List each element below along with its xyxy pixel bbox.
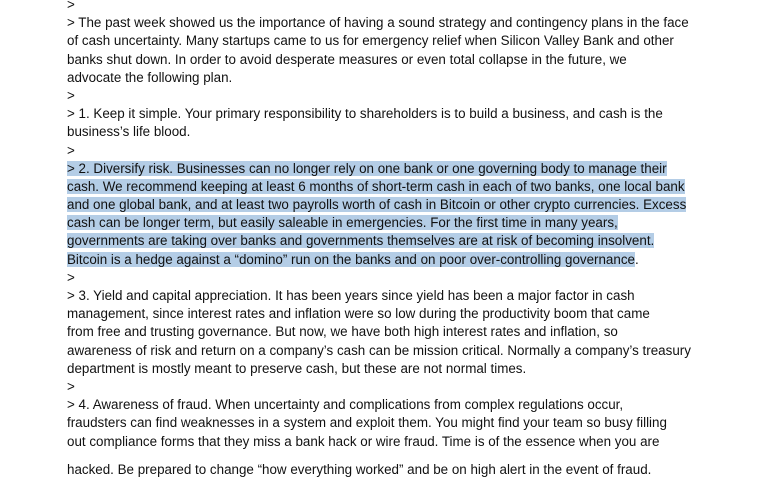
text-line[interactable] bbox=[67, 0, 757, 14]
line-text[interactable]: awareness of risk and return on a company’s cash can be mission critical. Normally a company’s treasury bbox=[67, 342, 691, 358]
text-line[interactable] bbox=[67, 414, 757, 432]
text-line[interactable] bbox=[67, 269, 757, 287]
line-text[interactable]: > bbox=[67, 269, 75, 285]
line-text[interactable]: > bbox=[67, 87, 75, 103]
unselected-period[interactable]: . bbox=[634, 251, 639, 267]
line-text[interactable]: from free and trusting governance. But now, we have both high interest rates and inflation, so bbox=[67, 324, 618, 340]
line-text[interactable]: > The past week showed us the importance of having a sound strategy and contingency plans in the face bbox=[67, 15, 689, 31]
text-line[interactable] bbox=[67, 214, 757, 232]
line-text[interactable]: department is mostly meant to preserve cash, but these are not normal times. bbox=[67, 360, 527, 376]
line-text[interactable]: out compliance forms that they miss a bank hack or wire fraud. Time is of the essence when you are bbox=[67, 433, 660, 449]
line-text[interactable]: of cash uncertainty. Many startups came to us for emergency relief when Silicon Valley Bank and other bbox=[67, 33, 674, 49]
line-text[interactable]: > bbox=[67, 378, 75, 394]
paragraph[interactable] bbox=[67, 396, 757, 477]
selected-text[interactable]: > 2. Diversify risk. Businesses can no longer rely on one bank or one governing body to manage their bbox=[67, 160, 667, 176]
line-text[interactable]: management, since interest rates and inflation were so low during the productivity boom that came bbox=[67, 306, 650, 322]
text-line[interactable] bbox=[67, 87, 757, 105]
text-line[interactable] bbox=[67, 105, 757, 123]
text-line[interactable] bbox=[67, 196, 757, 214]
text-line[interactable] bbox=[67, 251, 757, 269]
text-line[interactable] bbox=[67, 287, 757, 305]
line-text[interactable]: > 3. Yield and capital appreciation. It has been years since yield has been a major factor in cash bbox=[67, 288, 635, 303]
selected-text[interactable]: governments are taking over banks and governments themselves are at risk of becoming insolvent. bbox=[67, 233, 655, 249]
quote-marker-line[interactable] bbox=[67, 269, 757, 287]
quote-marker-line[interactable] bbox=[67, 87, 757, 105]
quote-marker-line[interactable] bbox=[67, 142, 757, 160]
line-text[interactable]: > bbox=[67, 0, 75, 12]
line-text[interactable]: > 4. Awareness of fraud. When uncertainty and complications from complex regulations occur, bbox=[67, 397, 624, 413]
paragraph[interactable] bbox=[67, 105, 757, 141]
text-line[interactable] bbox=[67, 433, 757, 451]
text-line[interactable] bbox=[67, 396, 757, 414]
text-line[interactable] bbox=[67, 32, 757, 50]
text-line[interactable] bbox=[67, 342, 757, 360]
text-line[interactable] bbox=[67, 178, 757, 196]
line-text[interactable]: business’s life blood. bbox=[67, 124, 191, 140]
selected-text[interactable]: Bitcoin is a hedge against a “domino” run on the banks and on poor over-controlling governance bbox=[67, 251, 635, 267]
text-line[interactable] bbox=[67, 232, 757, 250]
text-line[interactable] bbox=[67, 360, 757, 378]
text-line[interactable] bbox=[67, 305, 757, 323]
quote-marker-line[interactable] bbox=[67, 0, 757, 14]
paragraph[interactable] bbox=[67, 287, 757, 378]
text-line[interactable] bbox=[67, 14, 757, 32]
line-text[interactable]: fraudsters can find weaknesses in a system and exploit them. You might find your team so busy filling bbox=[67, 415, 667, 431]
text-line[interactable] bbox=[67, 51, 757, 69]
text-line[interactable] bbox=[67, 69, 757, 87]
selected-text[interactable]: cash can be longer term, but easily saleable in emergencies. For the first time in many years, bbox=[67, 215, 618, 231]
cut-off-line[interactable] bbox=[67, 451, 757, 477]
line-text[interactable]: hacked. Be prepared to change “how everything worked” and be on high alert in the event of fraud. bbox=[67, 461, 652, 477]
text-line[interactable] bbox=[67, 323, 757, 341]
selected-paragraph[interactable] bbox=[67, 160, 757, 269]
text-line[interactable] bbox=[67, 142, 757, 160]
selected-text[interactable]: and one global bank, and at least two payrolls worth of cash in Bitcoin or other crypto currencies. Excess bbox=[67, 197, 687, 213]
line-text[interactable]: advocate the following plan. bbox=[67, 69, 233, 85]
selected-text[interactable]: cash. We recommend keeping at least 6 months of short-term cash in each of two banks, one local bank bbox=[67, 178, 685, 194]
text-line[interactable] bbox=[67, 160, 757, 178]
document-page bbox=[67, 0, 757, 477]
line-text[interactable]: banks shut down. In order to avoid desperate measures or even total collapse in the future, we bbox=[67, 51, 627, 67]
line-text[interactable]: > 1. Keep it simple. Your primary responsibility to shareholders is to build a business, and cash is the bbox=[67, 106, 663, 122]
paragraph[interactable] bbox=[67, 14, 757, 87]
text-line[interactable] bbox=[67, 378, 757, 396]
quote-marker-line[interactable] bbox=[67, 378, 757, 396]
text-line[interactable] bbox=[67, 123, 757, 141]
line-text[interactable]: > bbox=[67, 142, 75, 158]
